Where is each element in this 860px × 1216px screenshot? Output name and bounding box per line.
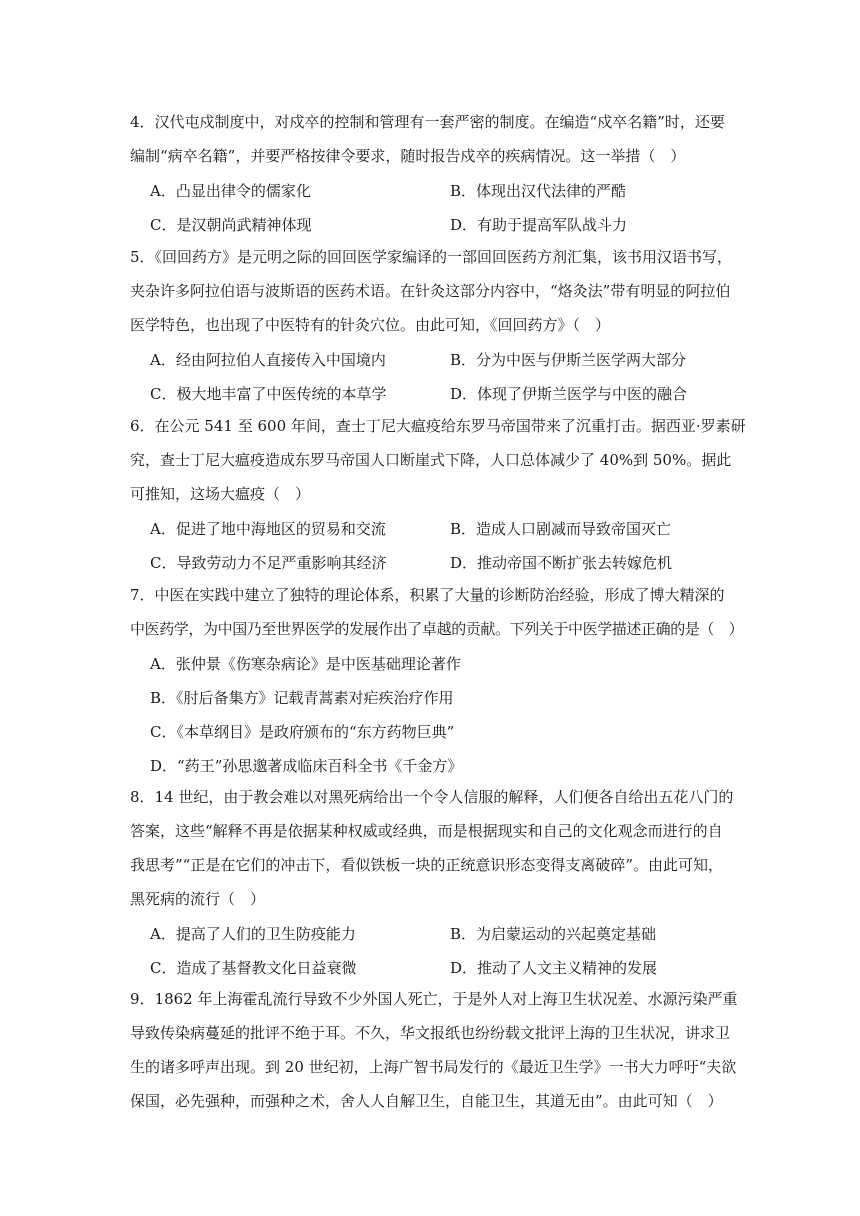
- option-c[interactable]: C．导致劳动力不足严重影响其经济: [150, 553, 387, 572]
- question-6: [130, 409, 750, 579]
- stem-line: 4．汉代屯戍制度中，对戍卒的控制和管理有一套严密的制度。在编造“戍卒名籍”时，还要: [130, 113, 725, 131]
- option-d[interactable]: D．体现了伊斯兰医学与中医的融合: [450, 384, 688, 403]
- stem-line: 医学特色，也出现了中医特有的针灸穴位。由此可知，《回回药方》（ ）: [130, 316, 611, 334]
- option-b[interactable]: B．体现出汉代法律的严酷: [450, 181, 627, 200]
- question-stem: [130, 780, 750, 916]
- options: [130, 173, 750, 241]
- question-8: [130, 780, 750, 984]
- option-d[interactable]: D．有助于提高军队战斗力: [450, 215, 628, 234]
- option-b[interactable]: B．分为中医与伊斯兰医学两大部分: [450, 350, 687, 369]
- option-a[interactable]: A．提高了人们的卫生防疫能力: [150, 924, 356, 943]
- question-9: [130, 982, 750, 1118]
- option-b[interactable]: B．造成人口剧减而导致帝国灭亡: [450, 519, 672, 538]
- stem-line: 9．1862 年上海霍乱流行导致不少外国人死亡，于是外人对上海卫生状况差、水源污染严重: [130, 990, 738, 1008]
- stem-line: 6．在公元 541 至 600 年间，查士丁尼大瘟疫给东罗马帝国带来了沉重打击。据西亚·罗素研: [130, 417, 746, 435]
- option-c[interactable]: C．造成了基督教文化日益衰微: [150, 958, 357, 977]
- question-5: [130, 240, 750, 410]
- option-a[interactable]: A．经由阿拉伯人直接传入中国境内: [150, 350, 386, 369]
- options: [130, 916, 750, 984]
- stem-line: 8．14 世纪，由于教会难以对黑死病给出一个令人信服的解释，人们便各自给出五花八门的: [130, 788, 734, 806]
- stem-line: 答案，这些“解释不再是依据某种权威或经典，而是根据现实和自己的文化观念而进行的自: [130, 822, 723, 840]
- question-stem: [130, 105, 750, 173]
- stem-line: 编制“病卒名籍”，并要严格按律令要求，随时报告戍卒的疾病情况。这一举措（ ）: [130, 147, 686, 165]
- option-d[interactable]: D．推动了人文主义精神的发展: [450, 958, 658, 977]
- option-c[interactable]: C．是汉朝尚武精神体现: [150, 215, 312, 234]
- stem-line: 7．中医在实践中建立了独特的理论体系，积累了大量的诊断防治经验，形成了博大精深的: [130, 586, 725, 604]
- option-c[interactable]: C．极大地丰富了中医传统的本草学: [150, 384, 387, 403]
- question-4: [130, 105, 750, 241]
- stem-line: 中医药学，为中国乃至世界医学的发展作出了卓越的贡献。下列关于中医学描述正确的是（ ）: [130, 620, 744, 638]
- stem-line: 生的诸多呼声出现。到 20 世纪初，上海广智书局发行的《最近卫生学》一书大力呼吁“夫欲: [130, 1058, 737, 1076]
- options: [130, 511, 750, 579]
- option-c[interactable]: C．《本草纲目》是政府颁布的“东方药物巨典”: [150, 722, 455, 741]
- option-a[interactable]: A．促进了地中海地区的贸易和交流: [150, 519, 386, 538]
- stem-line: 究，查士丁尼大瘟疫造成东罗马帝国人口断崖式下降，人口总体减少了 40%到 50%。据此: [130, 451, 732, 469]
- stem-line: 保国，必先强种，而强种之术，舍人人自解卫生，自能卫生，其道无由”。由此可知（ ）: [130, 1092, 723, 1110]
- question-stem: [130, 409, 750, 511]
- options: [130, 342, 750, 410]
- option-a[interactable]: A．张仲景《伤寒杂病论》是中医基础理论著作: [150, 654, 461, 673]
- option-b[interactable]: B．为启蒙运动的兴起奠定基础: [450, 924, 657, 943]
- option-d[interactable]: D．推动帝国不断扩张去转嫁危机: [450, 553, 673, 572]
- stem-line: 可推知，这场大瘟疫（ ）: [130, 485, 311, 503]
- option-a[interactable]: A．凸显出律令的儒家化: [150, 181, 311, 200]
- option-b[interactable]: B．《肘后备集方》记载青蒿素对疟疾治疗作用: [150, 688, 454, 707]
- stem-line: 导致传染病蔓延的批评不绝于耳。不久，华文报纸也纷纷载文批评上海的卫生状况，讲求卫: [130, 1024, 731, 1042]
- option-d[interactable]: D．“药王”孙思邈著成临床百科全书《千金方》: [150, 756, 463, 775]
- stem-line: 夹杂许多阿拉伯语与波斯语的医药术语。在针灸这部分内容中，“烙灸法”带有明显的阿拉伯: [130, 282, 731, 300]
- options: [130, 646, 750, 782]
- stem-line: 5．《回回药方》是元明之际的回回医学家编译的一部回回医药方剂汇集，该书用汉语书写，: [130, 248, 733, 266]
- stem-line: 我思考”“正是在它们的冲击下，看似铁板一块的正统意识形态变得支离破碎”。由此可知，: [130, 856, 724, 874]
- question-stem: [130, 240, 750, 342]
- question-7: [130, 578, 750, 782]
- question-stem: [130, 982, 750, 1118]
- question-stem: [130, 578, 750, 646]
- stem-line: 黑死病的流行（ ）: [130, 890, 266, 908]
